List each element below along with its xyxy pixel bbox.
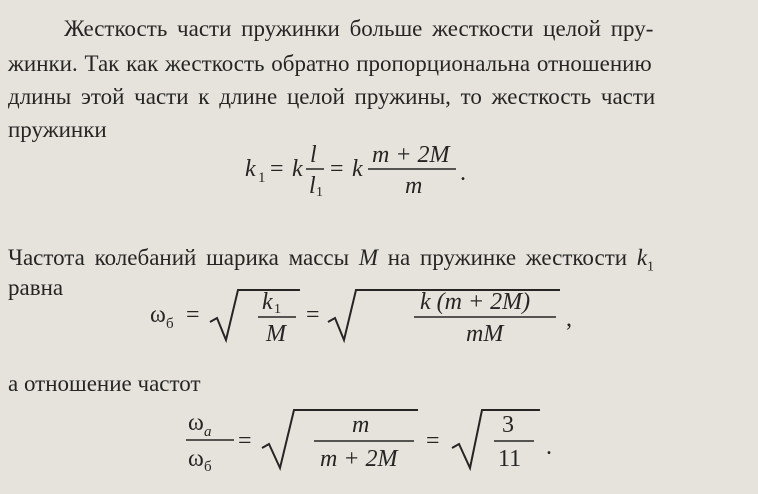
eq1-frac1-den: l — [309, 173, 316, 198]
eq3-sqrt-2 — [452, 410, 540, 468]
paragraph-1-line-3: длины этой части к длине целой пружины, то жесткость части — [8, 84, 656, 109]
eq1-lhs-sub: 1 — [258, 170, 266, 186]
equation-frequency — [0, 284, 758, 360]
eq2-sqrt-1 — [210, 290, 300, 340]
eq3-frac1-den: m + 2M — [320, 446, 398, 472]
eq2-omega: ω — [150, 302, 166, 328]
eq3-frac1-num: m — [352, 412, 370, 438]
stiffness-symbol-sub: 1 — [647, 259, 655, 275]
equation-stiffness — [0, 138, 758, 198]
eq1-k2: k — [352, 156, 363, 182]
paragraph-3: а отношение частот — [8, 371, 201, 396]
eq2-frac1-num-sub: 1 — [274, 302, 281, 317]
eq2-frac2-den: mM — [466, 321, 504, 347]
eq3-equals-1: = — [238, 428, 252, 454]
paragraph-2-line-1 — [8, 246, 654, 275]
paragraph-2-text-a: Частота колебаний шарика массы — [8, 245, 350, 270]
eq1-frac2-num: m + 2M — [372, 142, 450, 168]
eq3-lhs-den-sub: б — [204, 459, 212, 475]
eq1-frac2-den: m — [405, 173, 423, 198]
eq1-equals-1: = — [270, 156, 284, 182]
eq3-lhs-num: ω — [188, 410, 204, 436]
eq2-frac1-den: M — [266, 321, 286, 347]
paragraph-1-line-4: пружинки — [8, 117, 107, 142]
stiffness-symbol-k: k — [636, 245, 648, 270]
eq2-frac1-num: k — [262, 289, 273, 315]
paragraph-2-text-b: на пружинке жесткости — [387, 245, 628, 270]
mass-symbol-M: M — [358, 245, 378, 270]
eq3-frac2-num: 3 — [502, 412, 514, 438]
eq3-lhs-num-sub: a — [204, 424, 212, 440]
eq2-equals-2: = — [306, 302, 320, 328]
equation-frequency-ratio — [0, 398, 758, 488]
eq1-lhs: k — [245, 156, 256, 182]
eq1-frac1-num: l — [310, 142, 317, 168]
eq3-lhs-den: ω — [188, 446, 204, 472]
eq3-equals-2: = — [426, 428, 440, 454]
eq3-frac2-den: 11 — [498, 446, 522, 472]
eq1-k: k — [292, 156, 303, 182]
eq1-period: . — [460, 160, 466, 186]
eq2-omega-sub: б — [166, 316, 174, 332]
eq3-period: . — [546, 434, 552, 460]
paragraph-2-line-2: равна — [8, 275, 64, 300]
paragraph-1-line-2: жинки. Так как жесткость обратно пропорциональна отношению — [8, 51, 652, 76]
eq1-frac1-den-sub: 1 — [316, 185, 323, 198]
eq1-equals-2: = — [330, 156, 344, 182]
eq2-comma: , — [566, 306, 572, 332]
eq2-equals-1: = — [186, 302, 200, 328]
eq2-frac2-num: k (m + 2M) — [420, 289, 531, 315]
paragraph-1-line-1: Жесткость части пружинки больше жесткости целой пру- — [64, 16, 654, 41]
